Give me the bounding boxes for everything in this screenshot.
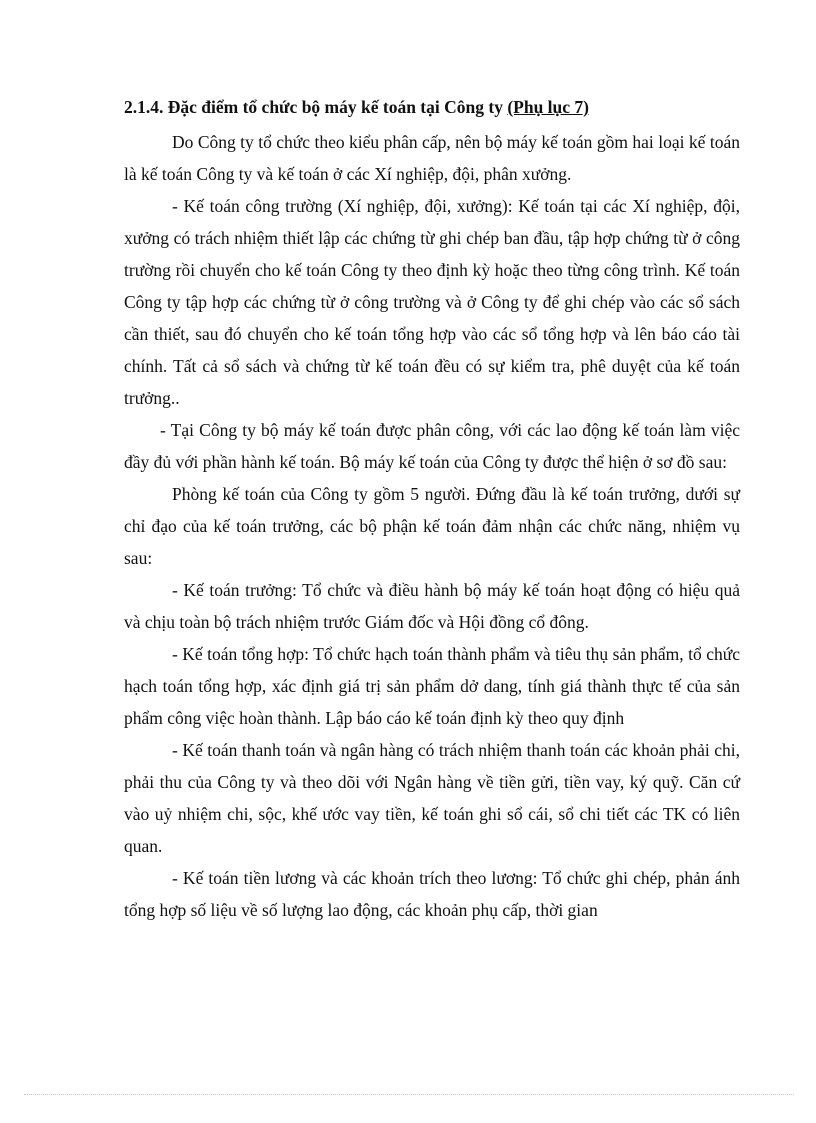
- paragraph-chief-accountant: - Kế toán trưởng: Tổ chức và điều hành bộ máy kế toán hoạt động có hiệu quả và chịu toàn bộ trách nhiệm trước Giám đốc và Hội đồng cổ đông.: [124, 580, 740, 632]
- paragraph-payroll-accountant: - Kế toán tiền lương và các khoản trích theo lương: Tổ chức ghi chép, phản ánh tổng hợp số liệu về số lượng lao động, các khoản phụ cấp, thời gian: [124, 868, 740, 920]
- section-title: 2.1.4. Đặc điểm tổ chức bộ máy kế toán tại Công ty: [124, 97, 503, 117]
- paragraph-company-accounting: - Tại Công ty bộ máy kế toán được phân công, với các lao động kế toán làm việc đầy đủ với phần hành kế toán. Bộ máy kế toán của Công ty được thể hiện ở sơ đồ sau:: [124, 420, 740, 472]
- paragraph-payment-bank-accountant: - Kế toán thanh toán và ngân hàng có trách nhiệm thanh toán các khoản phải chi, phải thu của Công ty và theo dõi với Ngân hàng về tiền gửi, tiền vay, ký quỹ. Căn cứ vào uỷ nhiệm chi, sộc, khế ước vay tiền, kế toán ghi sổ cái, sổ chi tiết các TK có liên quan.: [124, 740, 740, 856]
- paragraph-intro: Do Công ty tổ chức theo kiểu phân cấp, nên bộ máy kế toán gồm hai loại kế toán là kế toán Công ty và kế toán ở các Xí nghiệp, đội, phân xưởng.: [124, 132, 740, 184]
- paragraph-general-accountant: - Kế toán tổng hợp: Tổ chức hạch toán thành phẩm và tiêu thụ sản phẩm, tổ chức hạch toán tổng hợp, xác định giá trị sản phẩm dở dang, tính giá thành thực tế của sản phẩm công việc hoàn thành. Lập báo cáo kế toán định kỳ theo quy định: [124, 644, 740, 728]
- section-heading: [124, 94, 740, 120]
- paragraph-site-accounting: - Kế toán công trường (Xí nghiệp, đội, xưởng): Kế toán tại các Xí nghiệp, đội, xưởng có trách nhiệm thiết lập các chứng từ ghi chép ban đầu, tập hợp chứng từ ở công trường rồi chuyển cho kế toán Công ty theo định kỳ hoặc theo từng công trình. Kế toán Công ty tập hợp các chứng từ ở công trường và ở Công ty để ghi chép vào các sổ sách cần thiết, sau đó chuyển cho kế toán tổng hợp vào các sổ tổng hợp và lên báo cáo tài chính. Tất cả sổ sách và chứng từ kế toán đều có sự kiểm tra, phê duyệt của kế toán trưởng..: [124, 196, 740, 408]
- paragraph-department-staff: Phòng kế toán của Công ty gồm 5 người. Đứng đầu là kế toán trưởng, dưới sự chỉ đạo của kế toán trưởng, các bộ phận kế toán đảm nhận các chức năng, nhiệm vụ sau:: [124, 484, 740, 568]
- document-body: [124, 94, 740, 926]
- appendix-reference: (Phụ lục 7): [507, 97, 590, 117]
- page-bottom-divider: [24, 1094, 794, 1095]
